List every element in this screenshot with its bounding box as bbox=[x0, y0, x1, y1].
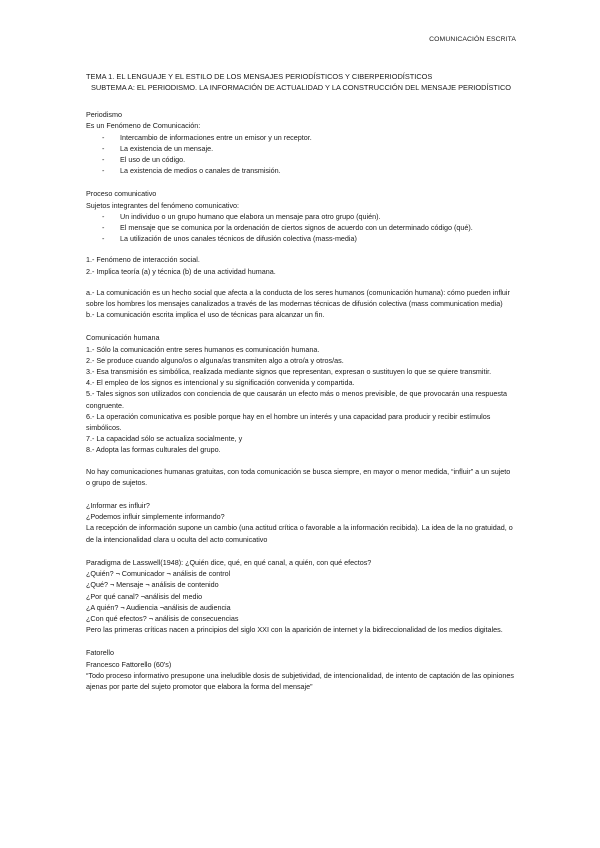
paradigm-item: ¿Qué? ¬ Mensaje ¬ análisis de contenido bbox=[86, 580, 219, 590]
section-heading: Paradigma de Lasswell(1948): ¿Quién dice, qué, en qué canal, a quién, con qué efectos? bbox=[86, 557, 372, 567]
title-line-2: SUBTEMA A: EL PERIODISMO. LA INFORMACIÓN DE ACTUALIDAD Y LA CONSTRUCCIÓN DEL MENSAJE PERIODÍSTICO bbox=[90, 82, 512, 92]
list-item: - La utilización de unos canales técnicos de difusión colectiva (mass-media) bbox=[86, 233, 516, 244]
list-item: - Un individuo o un grupo humano que elabora un mensaje para otro grupo (quién). bbox=[86, 211, 516, 222]
paradigm-item: ¿Quién? ¬ Comunicador ¬ análisis de control bbox=[86, 569, 231, 579]
section-intro: Es un Fenómeno de Comunicación: bbox=[86, 121, 201, 131]
numbered-item: 7.- La capacidad sólo se actualiza socialmente, y bbox=[86, 434, 243, 444]
section-heading: Comunicación humana bbox=[86, 333, 160, 343]
list-item: - El uso de un código. bbox=[86, 154, 516, 165]
numbered-item: 6.- La operación comunicativa es posible porque hay en el hombre un interés y una capacidad para producir y recibir estímulos simbólicos. bbox=[86, 411, 491, 433]
document-body bbox=[86, 72, 516, 692]
paradigm-item: ¿A quién? ¬ Audiencia ¬análisis de audiencia bbox=[86, 602, 231, 612]
section-proceso bbox=[86, 188, 516, 320]
section-informar bbox=[86, 500, 516, 545]
numbered-item: 2.- Implica teoría (a) y técnica (b) de una actividad humana. bbox=[86, 266, 276, 276]
numbered-item: 3.- Esa transmisión es simbólica, realizada mediante signos que representan, expresan o sustituyen lo que se quiere transmitir. bbox=[86, 367, 492, 377]
section-comunicacion-humana bbox=[86, 332, 516, 488]
paragraph: La recepción de información supone un cambio (una actitud crítica o favorable a la información recibida). La idea de la no gratuidad, o de la intencionalidad clara u oculta del acto comunicativo bbox=[86, 523, 513, 544]
numbered-item: 5.- Tales signos son utilizados con conciencia de que causarán un efecto más o menos previsible, de que provocarán una respuesta congruente. bbox=[86, 389, 507, 410]
quote: “Todo proceso informativo presupone una ineludible dosis de subjetividad, de intencionalidad, de intento de captación de las opiniones ajenas por parte del sujeto promotor que elabora la forma del mensaje” bbox=[86, 670, 514, 691]
paragraph-b: b.- La comunicación escrita implica el uso de técnicas para alcanzar un fin. bbox=[86, 310, 325, 320]
section-periodismo bbox=[86, 109, 516, 176]
paragraph-note: No hay comunicaciones humanas gratuitas, con toda comunicación se busca siempre, en mayor o menor medida, “influir” a un sujeto o grupo de sujetos. bbox=[86, 466, 511, 487]
paradigm-item: ¿Por qué canal? ¬análisis del medio bbox=[86, 591, 203, 601]
numbered-item: 4.- El empleo de los signos es intencional y su significación convenida y compartida. bbox=[86, 378, 355, 388]
list-item: - Intercambio de informaciones entre un emisor y un receptor. bbox=[86, 132, 516, 143]
document-title bbox=[86, 72, 516, 93]
numbered-item: 1.- Fenómeno de interacción social. bbox=[86, 255, 200, 265]
section-fatorello bbox=[86, 647, 516, 692]
title-line-1: TEMA 1. EL LENGUAJE Y EL ESTILO DE LOS MENSAJES PERIODÍSTICOS Y CIBERPERIODÍSTICOS bbox=[86, 72, 433, 81]
section-heading: Periodismo bbox=[86, 110, 122, 120]
question: ¿Informar es influir? bbox=[86, 501, 150, 511]
paradigm-item: ¿Con qué efectos? ¬ análisis de consecuencias bbox=[86, 613, 239, 623]
list-item: - La existencia de un mensaje. bbox=[86, 143, 516, 154]
numbered-item: 2.- Se produce cuando alguno/os o alguna/as transmiten algo a otro/a y otros/as. bbox=[86, 355, 344, 365]
section-heading: Proceso comunicativo bbox=[86, 189, 157, 199]
running-header: COMUNICACIÓN ESCRITA bbox=[429, 36, 516, 43]
paragraph-a: a.- La comunicación es un hecho social que afecta a la conducta de los seres humanos (comunicación humana): cómo pueden influir sobre los hombres los mensajes canalizados a través de las modernas técnicas de difusión colectiva (mass communication media) bbox=[86, 287, 510, 309]
paragraph-note: Pero las primeras críticas nacen a principios del siglo XXI con la aparición de internet y la bidireccionalidad de los medios digitales. bbox=[86, 625, 503, 635]
numbered-item: 1.- Sólo la comunicación entre seres humanos es comunicación humana. bbox=[86, 344, 320, 354]
subheading: Francesco Fattorello (60's) bbox=[86, 659, 172, 669]
dash-list bbox=[86, 211, 516, 245]
dash-list bbox=[86, 132, 516, 177]
numbered-item: 8.- Adopta las formas culturales del grupo. bbox=[86, 445, 221, 455]
section-heading: Fatorello bbox=[86, 648, 114, 658]
question: ¿Podemos influir simplemente informando? bbox=[86, 512, 225, 522]
section-intro: Sujetos integrantes del fenómeno comunicativo: bbox=[86, 200, 240, 210]
section-lasswell bbox=[86, 557, 516, 635]
list-item: - El mensaje que se comunica por la ordenación de ciertos signos de acuerdo con un determinado código (qué). bbox=[86, 222, 516, 233]
list-item: - La existencia de medios o canales de transmisión. bbox=[86, 165, 516, 176]
